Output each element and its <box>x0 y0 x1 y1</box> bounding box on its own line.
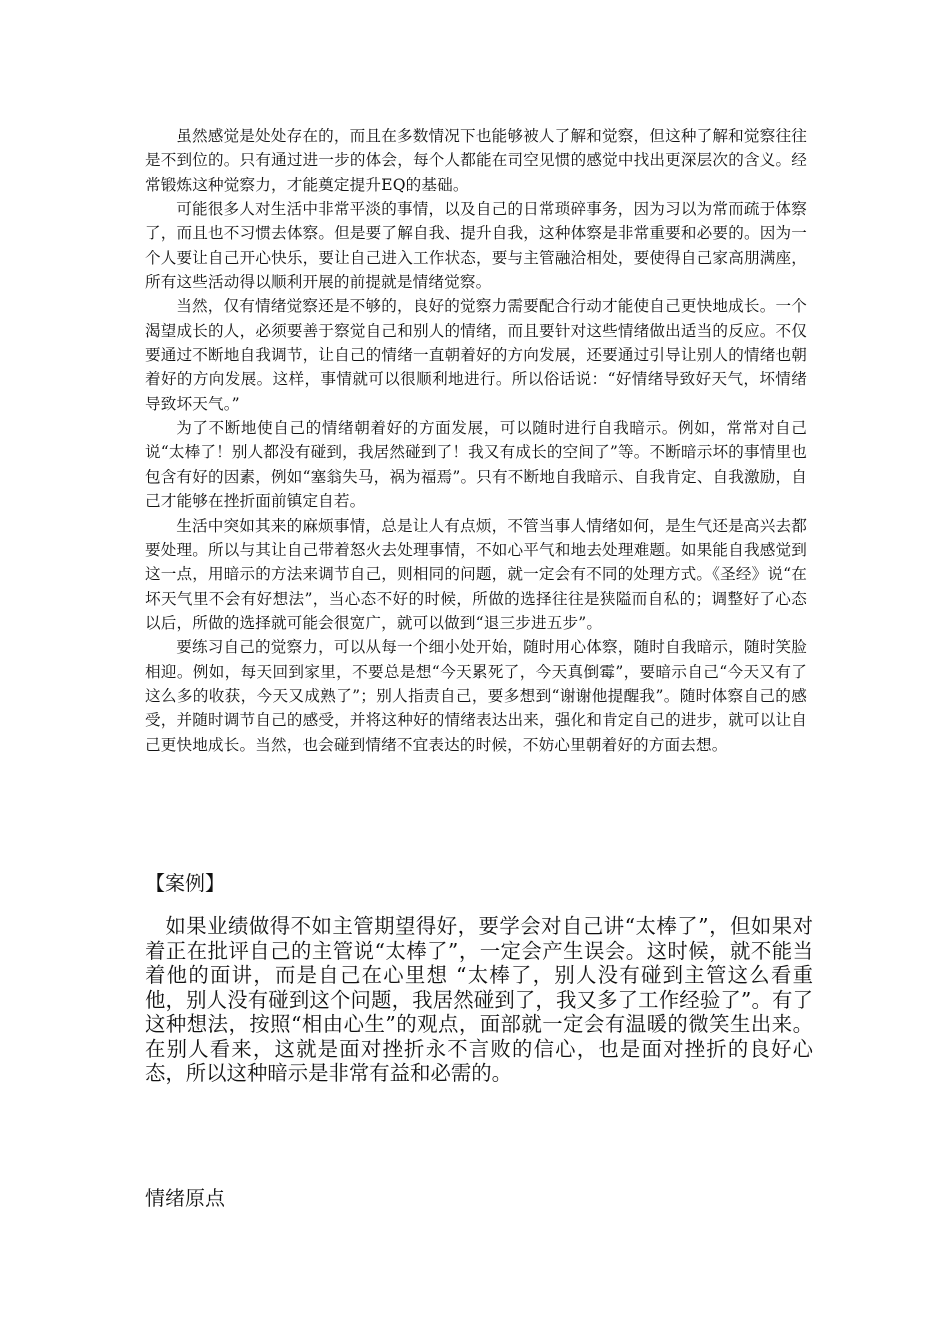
paragraph: 为了不断地使自己的情绪朝着好的方面发展，可以随时进行自我暗示。例如，常常对自己说“太棒了！别人都没有碰到，我居然碰到了！我又有成长的空间了”等。不断暗示坏的事情里也包含有好的因素，例如“塞翁失马，祸为福焉”。只有不断地自我暗示、自我肯定、自我激励，自己才能够在挫折面前镇定自若。 <box>145 419 807 511</box>
paragraph: 当然，仅有情绪觉察还是不够的，良好的觉察力需要配合行动才能使自己更快地成长。一个渴望成长的人，必须要善于察觉自己和别人的情绪，而且要针对这些情绪做出适当的反应。不仅要通过不断地自我调节，让自己的情绪一直朝着好的方向发展，还要通过引导让别人的情绪也朝着好的方向发展。这样，事情就可以很顺利地进行。所以俗话说：“好情绪导致好天气，坏情绪导致坏天气。” <box>145 297 807 413</box>
paragraph: 要练习自己的觉察力，可以从每一个细小处开始，随时用心体察，随时自我暗示，随时笑脸相迎。例如，每天回到家里，不要总是想“今天累死了，今天真倒霉”，要暗示自己“今天又有了这么多的收获，今天又成熟了”；别人指责自己，要多想到“谢谢他提醒我”。随时体察自己的感受，并随时调节自己的感受，并将这种好的情绪表达出来，强化和肯定自己的进步，就可以让自己更快地成长。当然，也会碰到情绪不宜表达的时候，不妨心里朝着好的方面去想。 <box>145 638 807 754</box>
paragraph: 可能很多人对生活中非常平淡的事情，以及自己的日常琐碎事务，因为习以为常而疏于体察了，而且也不习惯去体察。但是要了解自我、提升自我，这种体察是非常重要和必要的。因为一个人要让自己开心快乐，要让自己进入工作状态，要与主管融洽相处，要使得自己家高朋满座，所有这些活动得以顺利开展的前提就是情绪觉察。 <box>145 200 807 292</box>
body-text <box>145 124 807 757</box>
section-title: 情绪原点 <box>145 1186 225 1210</box>
paragraph: 生活中突如其来的麻烦事情，总是让人有点烦，不管当事人情绪如何，是生气还是高兴去都要处理。所以与其让自己带着怒火去处理事情，不如心平气和地去处理难题。如果能自我感觉到这一点，用暗示的方法来调节自己，则相同的问题，就一定会有不同的处理方式。《圣经》说“在坏天气里不会有好想法”，当心态不好的时候，所做的选择往往是狭隘而自私的；调整好了心态以后，所做的选择就可能会很宽广，就可以做到“退三步进五步”。 <box>145 516 807 632</box>
case-text: 如果业绩做得不如主管期望得好，要学会对自己讲“太棒了”，但如果对着正在批评自己的主管说“太棒了”，一定会产生误会。这时候，就不能当着他的面讲，而是自己在心里想 “太棒了，别人没有碰到主管这么看重他，别人没有碰到这个问题，我居然碰到了，我又多了工作经验了”。有了这种想法，按照“相由心生”的观点，面部就一定会有温暖的微笑生出来。在别人看来，这就是面对挫折永不言败的信心，也是面对挫折的良好心态，所以这种暗示是非常有益和必需的。 <box>145 914 813 1085</box>
paragraph: 虽然感觉是处处存在的，而且在多数情况下也能够被人了解和觉察，但这种了解和觉察往往是不到位的。只有通过进一步的体会，每个人都能在司空见惯的感觉中找出更深层次的含义。经常锻炼这种觉察力，才能奠定提升EQ的基础。 <box>145 127 807 194</box>
case-heading: 【案例】 <box>145 871 225 895</box>
